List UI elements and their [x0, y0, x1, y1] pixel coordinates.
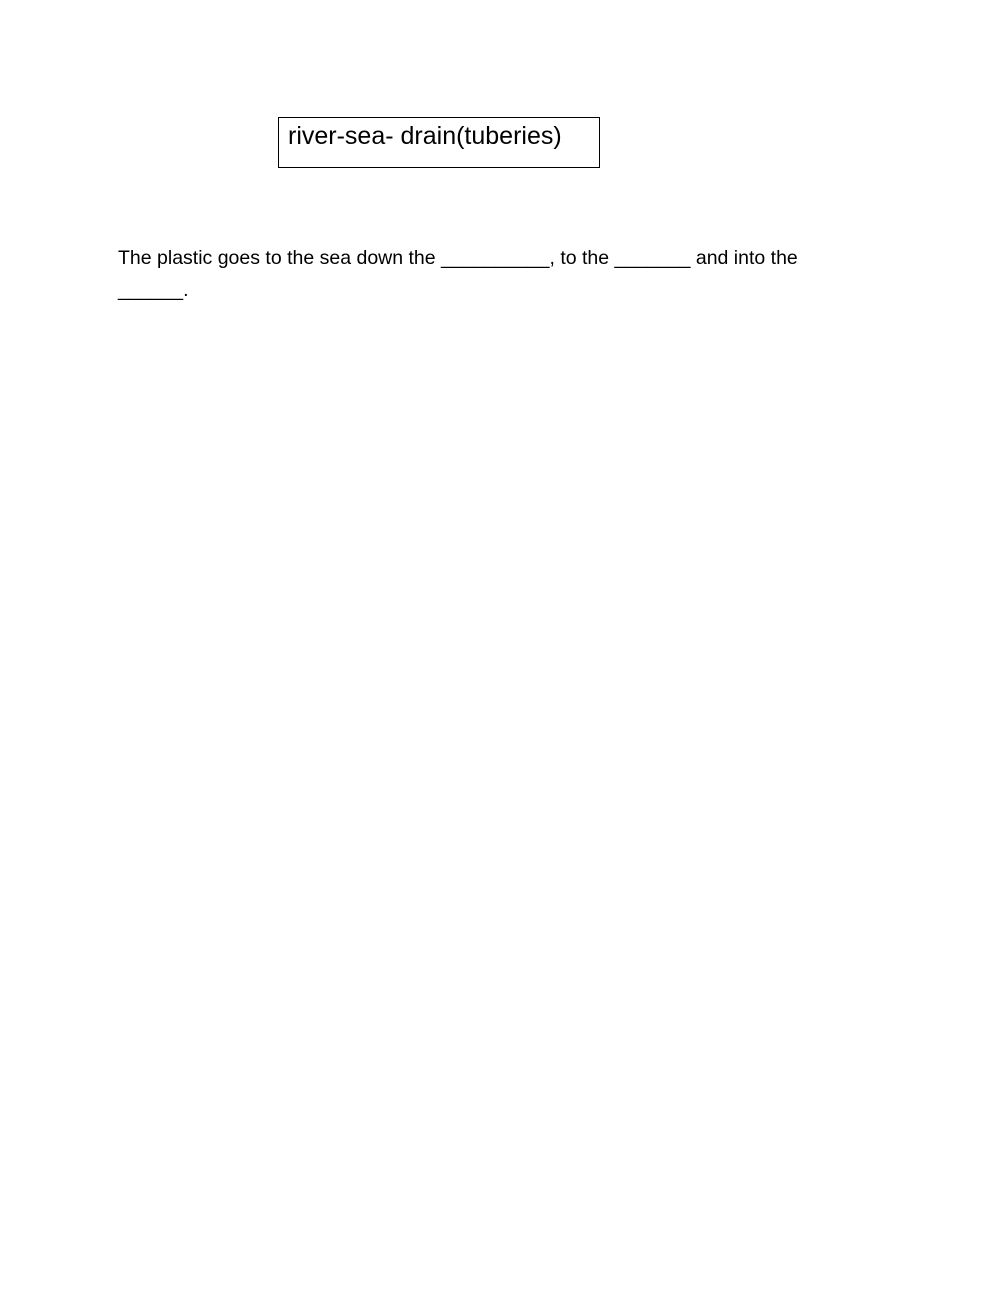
fill-in-blank-sentence: The plastic goes to the sea down the __________, to the _______ and into the ______. [118, 246, 798, 301]
word-bank-box [278, 117, 600, 168]
word-bank-text: river-sea- drain(tuberies) [288, 122, 562, 150]
